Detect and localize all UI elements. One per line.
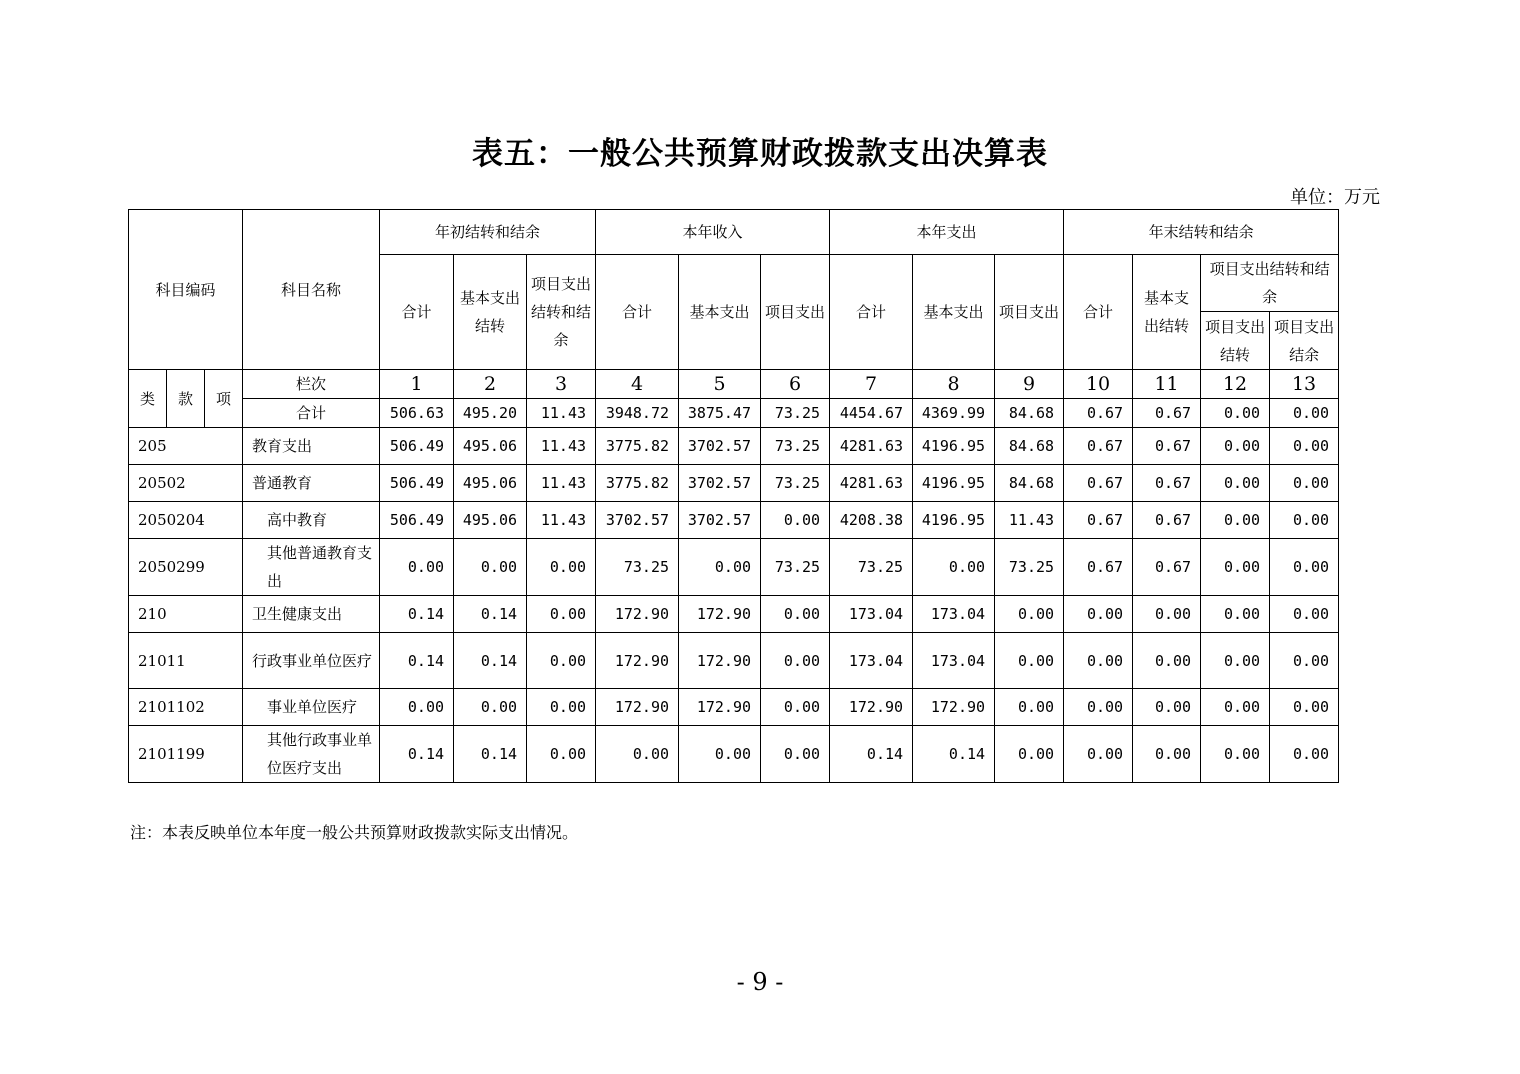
column-number-cell: 13 xyxy=(1270,370,1339,399)
value-cell: 173.04 xyxy=(830,633,913,689)
row-code: 20502 xyxy=(129,465,243,502)
value-cell: 172.90 xyxy=(596,596,679,633)
row-code: 2101199 xyxy=(129,726,243,783)
table-row xyxy=(129,726,1339,783)
header-kuan: 款 xyxy=(167,370,205,428)
row-name: 事业单位医疗 xyxy=(243,689,380,726)
row-code: 205 xyxy=(129,428,243,465)
value-cell: 0.00 xyxy=(1270,689,1339,726)
value-cell: 0.00 xyxy=(1064,596,1133,633)
value-cell: 4208.38 xyxy=(830,502,913,539)
value-cell: 172.90 xyxy=(913,689,995,726)
header-lei: 类 xyxy=(129,370,167,428)
value-cell: 0.00 xyxy=(1201,596,1270,633)
value-cell: 0.00 xyxy=(454,689,527,726)
value-cell: 0.00 xyxy=(454,539,527,596)
value-cell: 73.25 xyxy=(995,539,1064,596)
value-cell: 0.67 xyxy=(1064,539,1133,596)
value-cell: 0.14 xyxy=(454,726,527,783)
value-cell: 4281.63 xyxy=(830,465,913,502)
column-number-cell: 2 xyxy=(454,370,527,399)
total-value-cell: 73.25 xyxy=(761,399,830,428)
row-name: 教育支出 xyxy=(243,428,380,465)
table-row xyxy=(129,633,1339,689)
header-code: 科目编码 xyxy=(129,210,243,370)
table-row xyxy=(129,539,1339,596)
value-cell: 0.00 xyxy=(1064,689,1133,726)
value-cell: 3702.57 xyxy=(596,502,679,539)
header-column-label: 栏次 xyxy=(243,370,380,399)
value-cell: 0.00 xyxy=(527,539,596,596)
header-xiang: 项 xyxy=(205,370,243,428)
value-cell: 0.14 xyxy=(380,633,454,689)
value-cell: 0.00 xyxy=(527,633,596,689)
value-cell: 173.04 xyxy=(913,633,995,689)
column-number-cell: 11 xyxy=(1133,370,1201,399)
header-end-project-group: 项目支出结转和结余 xyxy=(1201,255,1339,312)
value-cell: 3702.57 xyxy=(679,428,761,465)
value-cell: 0.00 xyxy=(380,689,454,726)
value-cell: 0.67 xyxy=(1133,539,1201,596)
value-cell: 3775.82 xyxy=(596,428,679,465)
column-number-cell: 3 xyxy=(527,370,596,399)
value-cell: 11.43 xyxy=(995,502,1064,539)
value-cell: 0.00 xyxy=(1133,689,1201,726)
value-cell: 0.67 xyxy=(1064,428,1133,465)
header-begin-total: 合计 xyxy=(380,255,454,370)
value-cell: 0.14 xyxy=(380,596,454,633)
header-end-basic: 基本支出结转 xyxy=(1133,255,1201,370)
header-end-project-carry: 项目支出结转 xyxy=(1201,312,1270,370)
total-value-cell: 506.63 xyxy=(380,399,454,428)
value-cell: 0.00 xyxy=(761,633,830,689)
value-cell: 172.90 xyxy=(830,689,913,726)
value-cell: 173.04 xyxy=(830,596,913,633)
total-value-cell: 0.67 xyxy=(1064,399,1133,428)
column-number-cell: 7 xyxy=(830,370,913,399)
value-cell: 0.00 xyxy=(995,633,1064,689)
page-number: - 9 - xyxy=(736,968,784,996)
value-cell: 506.49 xyxy=(380,428,454,465)
total-value-cell: 495.20 xyxy=(454,399,527,428)
value-cell: 73.25 xyxy=(761,428,830,465)
value-cell: 0.00 xyxy=(1133,633,1201,689)
value-cell: 0.00 xyxy=(995,726,1064,783)
header-begin-project: 项目支出结转和结余 xyxy=(527,255,596,370)
value-cell: 0.14 xyxy=(380,726,454,783)
value-cell: 0.00 xyxy=(679,539,761,596)
value-cell: 0.00 xyxy=(1270,465,1339,502)
value-cell: 0.00 xyxy=(527,726,596,783)
value-cell: 4196.95 xyxy=(913,502,995,539)
value-cell: 0.00 xyxy=(1270,428,1339,465)
value-cell: 172.90 xyxy=(679,633,761,689)
header-income-project: 项目支出 xyxy=(761,255,830,370)
value-cell: 73.25 xyxy=(596,539,679,596)
row-name: 其他行政事业单位医疗支出 xyxy=(243,726,380,783)
value-cell: 172.90 xyxy=(679,596,761,633)
value-cell: 0.00 xyxy=(1201,428,1270,465)
header-income-total: 合计 xyxy=(596,255,679,370)
table-row xyxy=(129,465,1339,502)
column-number-cell: 1 xyxy=(380,370,454,399)
value-cell: 0.00 xyxy=(1201,539,1270,596)
header-income-basic: 基本支出 xyxy=(679,255,761,370)
column-number-cell: 12 xyxy=(1201,370,1270,399)
header-end-project-surplus: 项目支出结余 xyxy=(1270,312,1339,370)
header-name: 科目名称 xyxy=(243,210,380,370)
row-code: 21011 xyxy=(129,633,243,689)
value-cell: 73.25 xyxy=(761,465,830,502)
value-cell: 0.14 xyxy=(454,633,527,689)
value-cell: 0.14 xyxy=(454,596,527,633)
header-expense-basic: 基本支出 xyxy=(913,255,995,370)
total-value-cell: 0.67 xyxy=(1133,399,1201,428)
value-cell: 495.06 xyxy=(454,502,527,539)
column-number-cell: 9 xyxy=(995,370,1064,399)
table-row xyxy=(129,428,1339,465)
value-cell: 0.00 xyxy=(913,539,995,596)
header-expense-project: 项目支出 xyxy=(995,255,1064,370)
value-cell: 495.06 xyxy=(454,428,527,465)
row-name: 其他普通教育支出 xyxy=(243,539,380,596)
value-cell: 0.00 xyxy=(380,539,454,596)
total-value-cell: 84.68 xyxy=(995,399,1064,428)
header-expense-total: 合计 xyxy=(830,255,913,370)
column-number-cell: 6 xyxy=(761,370,830,399)
value-cell: 0.00 xyxy=(995,689,1064,726)
value-cell: 495.06 xyxy=(454,465,527,502)
value-cell: 0.00 xyxy=(527,689,596,726)
header-group-income: 本年收入 xyxy=(596,210,830,255)
total-row-label: 合计 xyxy=(243,399,380,428)
value-cell: 0.00 xyxy=(1270,726,1339,783)
row-code: 2050204 xyxy=(129,502,243,539)
value-cell: 0.00 xyxy=(527,596,596,633)
value-cell: 0.00 xyxy=(1270,596,1339,633)
header-group-expense: 本年支出 xyxy=(830,210,1064,255)
value-cell: 0.00 xyxy=(596,726,679,783)
value-cell: 0.00 xyxy=(1201,689,1270,726)
value-cell: 11.43 xyxy=(527,502,596,539)
value-cell: 172.90 xyxy=(596,689,679,726)
value-cell: 0.67 xyxy=(1064,465,1133,502)
value-cell: 73.25 xyxy=(830,539,913,596)
value-cell: 0.00 xyxy=(761,596,830,633)
table-note: 注：本表反映单位本年度一般公共预算财政拨款实际支出情况。 xyxy=(130,823,579,842)
value-cell: 0.00 xyxy=(761,502,830,539)
value-cell: 4196.95 xyxy=(913,465,995,502)
value-cell: 0.00 xyxy=(1064,633,1133,689)
value-cell: 84.68 xyxy=(995,465,1064,502)
value-cell: 0.00 xyxy=(1201,633,1270,689)
header-begin-basic: 基本支出结转 xyxy=(454,255,527,370)
value-cell: 84.68 xyxy=(995,428,1064,465)
budget-table xyxy=(128,209,1339,783)
value-cell: 0.00 xyxy=(995,596,1064,633)
total-value-cell: 3948.72 xyxy=(596,399,679,428)
header-end-total: 合计 xyxy=(1064,255,1133,370)
row-code: 2050299 xyxy=(129,539,243,596)
value-cell: 506.49 xyxy=(380,465,454,502)
value-cell: 172.90 xyxy=(679,689,761,726)
value-cell: 0.00 xyxy=(1270,633,1339,689)
value-cell: 0.00 xyxy=(1133,596,1201,633)
row-name: 卫生健康支出 xyxy=(243,596,380,633)
value-cell: 0.00 xyxy=(1201,502,1270,539)
value-cell: 0.67 xyxy=(1133,428,1201,465)
column-number-cell: 4 xyxy=(596,370,679,399)
value-cell: 0.14 xyxy=(830,726,913,783)
value-cell: 3775.82 xyxy=(596,465,679,502)
value-cell: 73.25 xyxy=(761,539,830,596)
value-cell: 0.00 xyxy=(679,726,761,783)
value-cell: 0.67 xyxy=(1133,465,1201,502)
row-name: 行政事业单位医疗 xyxy=(243,633,380,689)
row-code: 210 xyxy=(129,596,243,633)
page-title: 表五：一般公共预算财政拨款支出决算表 xyxy=(472,136,1048,172)
value-cell: 11.43 xyxy=(527,428,596,465)
column-number-cell: 10 xyxy=(1064,370,1133,399)
total-value-cell: 0.00 xyxy=(1270,399,1339,428)
value-cell: 0.14 xyxy=(913,726,995,783)
total-value-cell: 0.00 xyxy=(1201,399,1270,428)
unit-label: 单位：万元 xyxy=(1290,187,1380,208)
row-name: 高中教育 xyxy=(243,502,380,539)
value-cell: 11.43 xyxy=(527,465,596,502)
value-cell: 3702.57 xyxy=(679,465,761,502)
value-cell: 0.00 xyxy=(761,726,830,783)
value-cell: 0.00 xyxy=(761,689,830,726)
table-row xyxy=(129,596,1339,633)
value-cell: 4281.63 xyxy=(830,428,913,465)
value-cell: 0.00 xyxy=(1270,502,1339,539)
value-cell: 0.00 xyxy=(1201,726,1270,783)
header-group-end: 年末结转和结余 xyxy=(1064,210,1339,255)
table-row xyxy=(129,689,1339,726)
total-value-cell: 4369.99 xyxy=(913,399,995,428)
column-number-cell: 8 xyxy=(913,370,995,399)
header-group-begin: 年初结转和结余 xyxy=(380,210,596,255)
value-cell: 0.00 xyxy=(1133,726,1201,783)
value-cell: 0.67 xyxy=(1133,502,1201,539)
value-cell: 0.67 xyxy=(1064,502,1133,539)
value-cell: 0.00 xyxy=(1064,726,1133,783)
value-cell: 506.49 xyxy=(380,502,454,539)
total-value-cell: 3875.47 xyxy=(679,399,761,428)
row-code: 2101102 xyxy=(129,689,243,726)
value-cell: 172.90 xyxy=(596,633,679,689)
value-cell: 4196.95 xyxy=(913,428,995,465)
total-value-cell: 4454.67 xyxy=(830,399,913,428)
value-cell: 0.00 xyxy=(1201,465,1270,502)
value-cell: 0.00 xyxy=(1270,539,1339,596)
row-name: 普通教育 xyxy=(243,465,380,502)
value-cell: 173.04 xyxy=(913,596,995,633)
total-value-cell: 11.43 xyxy=(527,399,596,428)
value-cell: 3702.57 xyxy=(679,502,761,539)
column-number-cell: 5 xyxy=(679,370,761,399)
table-row xyxy=(129,502,1339,539)
